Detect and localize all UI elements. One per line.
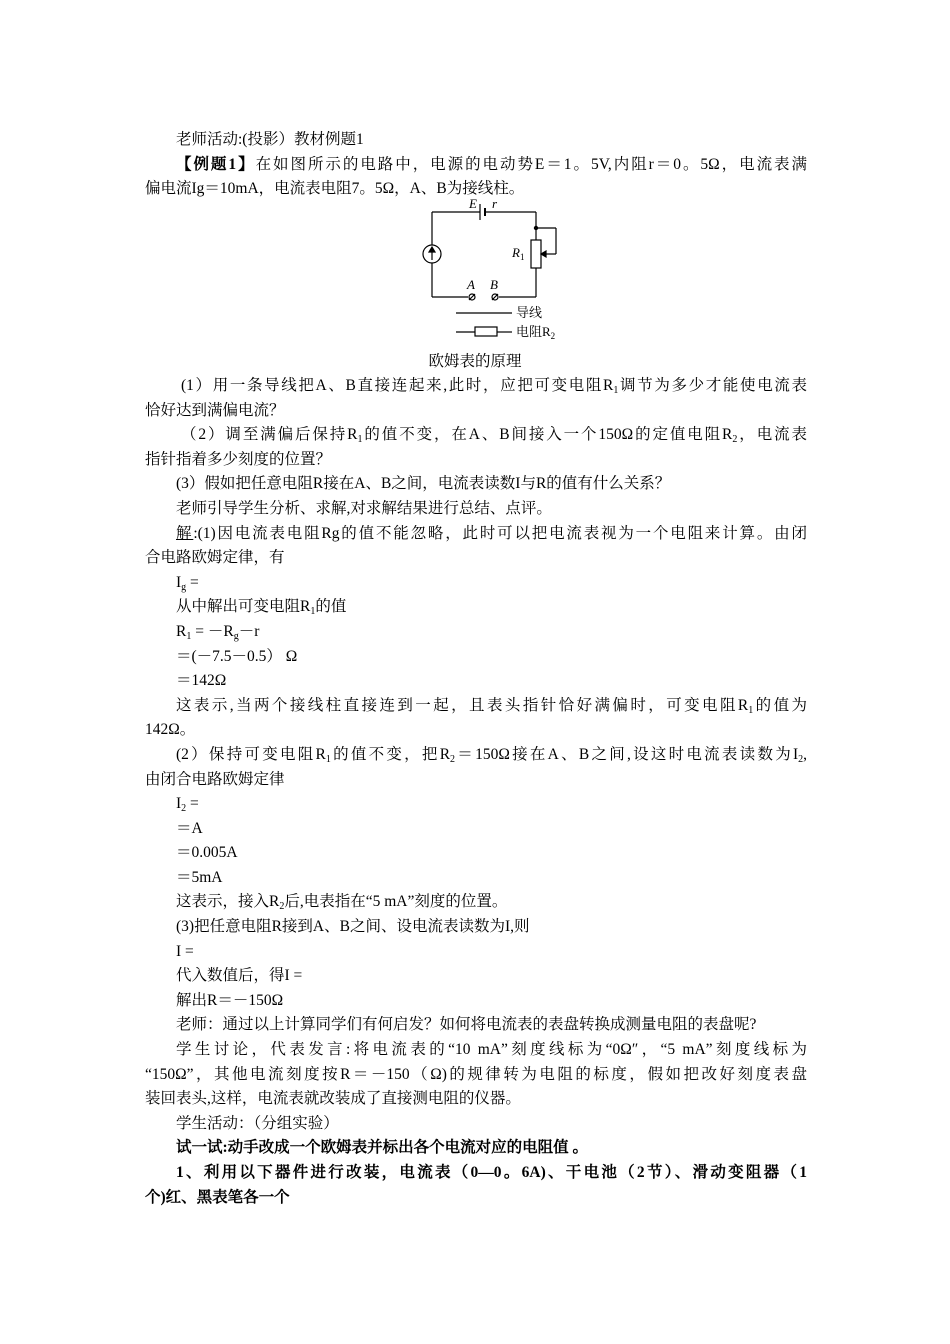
- legend-resistor-label: 电阻$R_2$: [516, 324, 556, 341]
- formula-r1-step2: ＝(－7.5－0.5） Ω: [176, 647, 298, 665]
- solution-1-cont: 合电路欧姆定律，有: [145, 549, 285, 567]
- figure-caption: 欧姆表的原理: [428, 353, 522, 370]
- question-1: (1）用一条导线把A、B直接连起来,此时，应把可变电阻$R_1$调节为多少才能使电流表: [181, 377, 807, 396]
- circuit-diagram: [420, 195, 580, 345]
- legend-resistor-box: [475, 327, 497, 336]
- substitute: 代入数值后，得I =: [176, 967, 303, 985]
- label-b: B: [490, 277, 498, 292]
- paragraph-example-cont: 偏电流Ig＝10mA，电流表电阻7。5Ω，A、B为接线柱。: [145, 180, 525, 198]
- document-top: [145, 128, 807, 202]
- solution-3: (3)把任意电阻R接到A、B之间、设电流表读数为I,则: [176, 918, 530, 936]
- paragraph-example-intro: 【例题1】在如图所示的电路中，电源的电动势E＝1。5V,内阻r＝0。5Ω，电流表满: [176, 155, 807, 173]
- label-e: E: [469, 196, 477, 211]
- formula-ig: $I_g$ =: [176, 573, 199, 593]
- formula-i2-step3: ＝5mA: [176, 868, 223, 886]
- formula-i2-step2: ＝0.005A: [176, 844, 238, 862]
- try-it: 试一试:动手改成一个欧姆表并标出各个电流对应的电阻值 。: [176, 1139, 589, 1157]
- formula-i2: $I_2$ =: [176, 795, 199, 815]
- student-activity: 学生活动：（分组实验）: [176, 1114, 339, 1132]
- question-2: （2）调至满偏后保持$R_1$的值不变，在A、B间接入一个150Ω的定值电阻$R_2$，电流表: [181, 426, 807, 446]
- meaning-2: 这表示，接入$R_2$后,电表指在“5 mA”刻度的位置。: [176, 893, 508, 913]
- student-answer-1: 学生讨论，代表发言:将电流表的“10 mA”刻度线标为“0Ω″，“5 mA”刻度线标为: [176, 1041, 807, 1059]
- legend-wire-label: 导线: [516, 305, 543, 320]
- teacher-question: 老师：通过以上计算同学们有何启发？如何将电流表的表盘转换成测量电阻的表盘呢?: [176, 1016, 757, 1034]
- student-answer-3: 装回表头,这样，电流表就改装成了直接测电阻的仪器。: [145, 1090, 521, 1108]
- question-3: (3）假如把任意电阻R接在A、B之间，电流表读数I与R的值有什么关系？: [176, 475, 671, 493]
- meaning-1: 这表示,当两个接线柱直接连到一起，且表头指针恰好满偏时，可变电阻$R_1$的值为: [176, 696, 807, 716]
- question-2-cont: 指针指着多少刻度的位置？: [145, 450, 332, 468]
- document-body: [145, 374, 807, 1210]
- paragraph-teacher-activity: 老师活动:(投影）教材例题1: [176, 131, 364, 148]
- formula-i: I =: [176, 942, 194, 960]
- meaning-1-cont: 142Ω。: [145, 721, 196, 739]
- formula-i2-step1: ＝A: [176, 819, 203, 837]
- solution-2-cont: 由闭合电路欧姆定律: [145, 770, 285, 788]
- solve-r: 解出R＝－150Ω: [176, 991, 284, 1009]
- question-1-cont: 恰好达到满偏电流？: [145, 401, 285, 419]
- label-r: r: [492, 196, 498, 211]
- rheostat-r1: [531, 240, 541, 268]
- solve-r1: 从中解出可变电阻$R_1$的值: [176, 598, 347, 618]
- solution-2: (2）保持可变电阻$R_1$的值不变，把$R_2=150\Omega$接在A、B之间,设这时电流表读数为$I_2$,: [176, 745, 808, 765]
- teacher-guide: 老师引导学生分析、求解,对求解结果进行总结、点评。: [176, 499, 552, 517]
- formula-r1: $R_1 = -R_g-r$: [176, 622, 260, 642]
- student-answer-2: “150Ω”，其他电流刻度按R＝－150（Ω)的规律转为电阻的标度，假如把改好刻度表盘: [145, 1065, 807, 1083]
- label-r1: $R_1$: [512, 245, 525, 262]
- item-1-cont: 个)红、黑表笔各一个: [145, 1188, 290, 1206]
- item-1: 1、利用以下器件进行改装，电流表（0—0。6A)、干电池（2节）、滑动变阻器（1: [176, 1164, 807, 1181]
- formula-r1-step3: ＝142Ω: [176, 672, 227, 690]
- circuit-svg: [420, 195, 580, 345]
- solution-1: 解:(1)因电流表电阻Rg的值不能忽略，此时可以把电流表视为一个电阻来计算。由闭: [176, 524, 807, 542]
- example-label: 【例题1】: [176, 155, 256, 173]
- label-a: A: [467, 277, 475, 292]
